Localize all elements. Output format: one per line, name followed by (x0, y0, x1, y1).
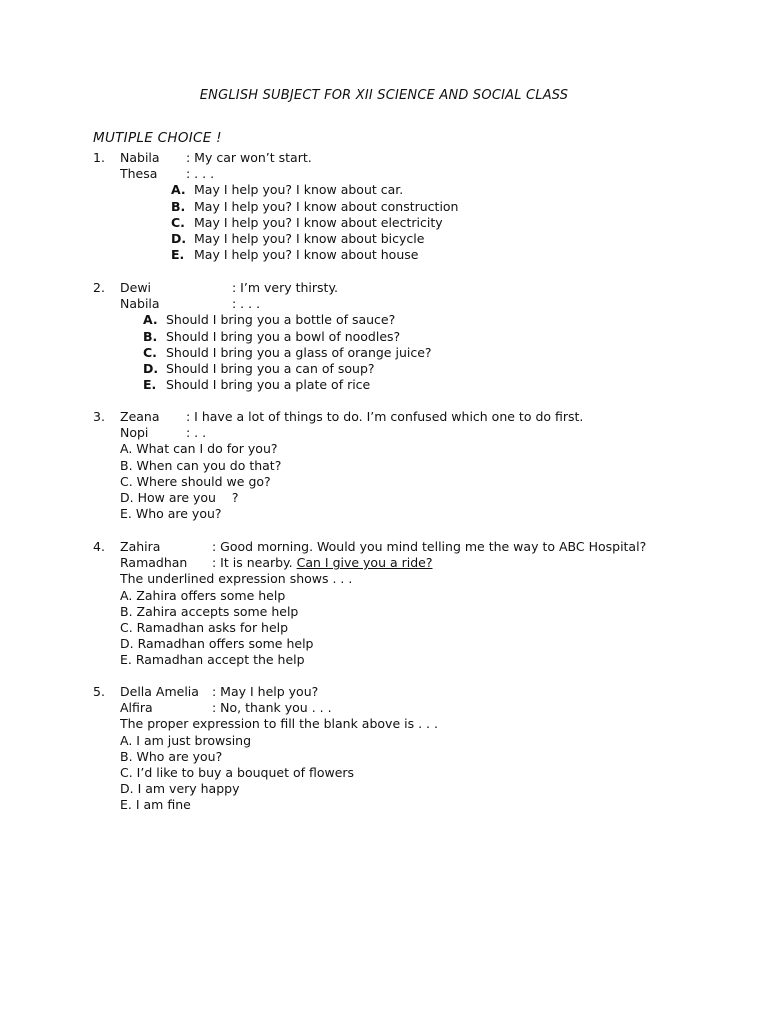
option-text: E. I am fine (120, 797, 191, 813)
option-text: May I help you? I know about bicycle (194, 230, 425, 246)
option-text: B. When can you do that? (120, 457, 282, 473)
option-text: May I help you? I know about electricity (194, 214, 443, 230)
option-text: E. Ramadhan accept the help (120, 652, 305, 668)
speaker-name: Dewi (120, 280, 152, 295)
option-c (93, 765, 733, 781)
dialog-text: : . . . (186, 166, 215, 182)
option-c (93, 215, 733, 231)
speaker-name: Ramadhan (120, 555, 188, 571)
question-prompt (93, 571, 733, 587)
question-5 (93, 684, 733, 814)
option-letter: C. (171, 214, 185, 230)
option-text: May I help you? I know about construction (194, 198, 459, 214)
dialog-text: : My car won’t start. (186, 150, 312, 165)
option-letter: E. (143, 377, 157, 393)
dialog-line (93, 280, 733, 296)
option-letter: D. (143, 360, 159, 376)
speaker-name: Nabila (120, 296, 160, 312)
dialog-text: : . . . (232, 296, 261, 312)
option-text: A. Zahira offers some help (120, 587, 286, 603)
option-text: Should I bring you a bottle of sauce? (166, 312, 396, 328)
question-number: 1. (93, 150, 105, 165)
option-d (93, 231, 733, 247)
option-text: E. Who are you? (120, 506, 222, 522)
option-text: C. Where should we go? (120, 473, 271, 489)
option-letter: D. (171, 230, 187, 246)
option-e (93, 652, 733, 668)
question-number: 3. (93, 409, 105, 424)
question-4 (93, 539, 733, 669)
option-e (93, 247, 733, 263)
dialog-line (93, 700, 733, 716)
dialog-text: : . . (186, 425, 207, 441)
question-3 (93, 409, 733, 522)
document-title: ENGLISH SUBJECT FOR XII SCIENCE AND SOCIAL CLASS (199, 88, 569, 103)
dialog-line (93, 684, 733, 700)
option-letter: B. (143, 328, 158, 344)
dialog-line (93, 150, 733, 166)
option-e (93, 797, 733, 813)
dialog-text: : I have a lot of things to do. I’m confused which one to do first. (186, 409, 584, 424)
dialog-line (93, 409, 733, 425)
dialog-text (212, 555, 432, 571)
option-letter: C. (143, 344, 157, 360)
question-number: 5. (93, 684, 105, 699)
option-letter: A. (171, 182, 186, 198)
option-text: Should I bring you a plate of rice (166, 377, 371, 393)
option-b (93, 749, 733, 765)
prompt-text: The proper expression to fill the blank above is . . . (120, 716, 438, 732)
dialog-text: : May I help you? (212, 684, 319, 699)
speaker-name: Della Amelia (120, 684, 199, 699)
option-b (93, 199, 733, 215)
option-text: B. Zahira accepts some help (120, 603, 299, 619)
section-heading: MUTIPLE CHOICE ! (93, 130, 222, 146)
option-text: B. Who are you? (120, 748, 223, 764)
dialog-line (93, 425, 733, 441)
option-c (93, 620, 733, 636)
speaker-name: Zahira (120, 539, 161, 554)
speaker-name: Zeana (120, 409, 160, 424)
question-number: 4. (93, 539, 105, 554)
question-number: 2. (93, 280, 105, 295)
option-text: C. Ramadhan asks for help (120, 619, 289, 635)
option-text: Should I bring you a glass of orange juice? (166, 344, 432, 360)
option-text: C. I’d like to buy a bouquet of flowers (120, 764, 355, 780)
dialog-text: : I’m very thirsty. (232, 280, 339, 295)
option-a (93, 441, 733, 457)
question-prompt (93, 716, 733, 732)
speaker-name: Alfira (120, 700, 153, 716)
prompt-text: The underlined expression shows . . . (120, 571, 353, 587)
option-d (93, 490, 733, 506)
option-letter: B. (171, 198, 186, 214)
speaker-name: Thesa (120, 166, 158, 182)
option-text: D. How are you ? (120, 489, 239, 505)
dialog-line (93, 539, 733, 555)
option-d (93, 636, 733, 652)
option-text: A. I am just browsing (120, 732, 252, 748)
dialog-line (93, 296, 733, 312)
question-2 (93, 280, 733, 393)
dialog-text-plain: : It is nearby. (212, 555, 297, 571)
option-b (93, 329, 733, 345)
speaker-name: Nopi (120, 425, 149, 441)
dialog-text: : No, thank you . . . (212, 700, 332, 716)
option-a (93, 312, 733, 328)
option-text: D. I am very happy (120, 781, 240, 797)
option-a (93, 182, 733, 198)
option-a (93, 733, 733, 749)
question-1 (93, 150, 733, 263)
option-text: May I help you? I know about house (194, 247, 419, 263)
dialog-line (93, 555, 733, 571)
dialog-text: : Good morning. Would you mind telling me the way to ABC Hospital? (212, 539, 647, 554)
option-text: May I help you? I know about car. (194, 182, 404, 198)
option-text: A. What can I do for you? (120, 441, 278, 457)
underlined-expression: Can I give you a ride? (296, 555, 433, 571)
option-text: Should I bring you a bowl of noodles? (166, 328, 401, 344)
option-e (93, 506, 733, 522)
dialog-line (93, 166, 733, 182)
option-b (93, 458, 733, 474)
speaker-name: Nabila (120, 150, 160, 165)
option-c (93, 474, 733, 490)
option-e (93, 377, 733, 393)
option-d (93, 361, 733, 377)
option-d (93, 781, 733, 797)
option-c (93, 345, 733, 361)
option-letter: E. (171, 247, 185, 263)
option-text: D. Ramadhan offers some help (120, 636, 314, 652)
option-letter: A. (143, 312, 158, 328)
option-a (93, 588, 733, 604)
option-b (93, 604, 733, 620)
option-text: Should I bring you a can of soup? (166, 360, 375, 376)
